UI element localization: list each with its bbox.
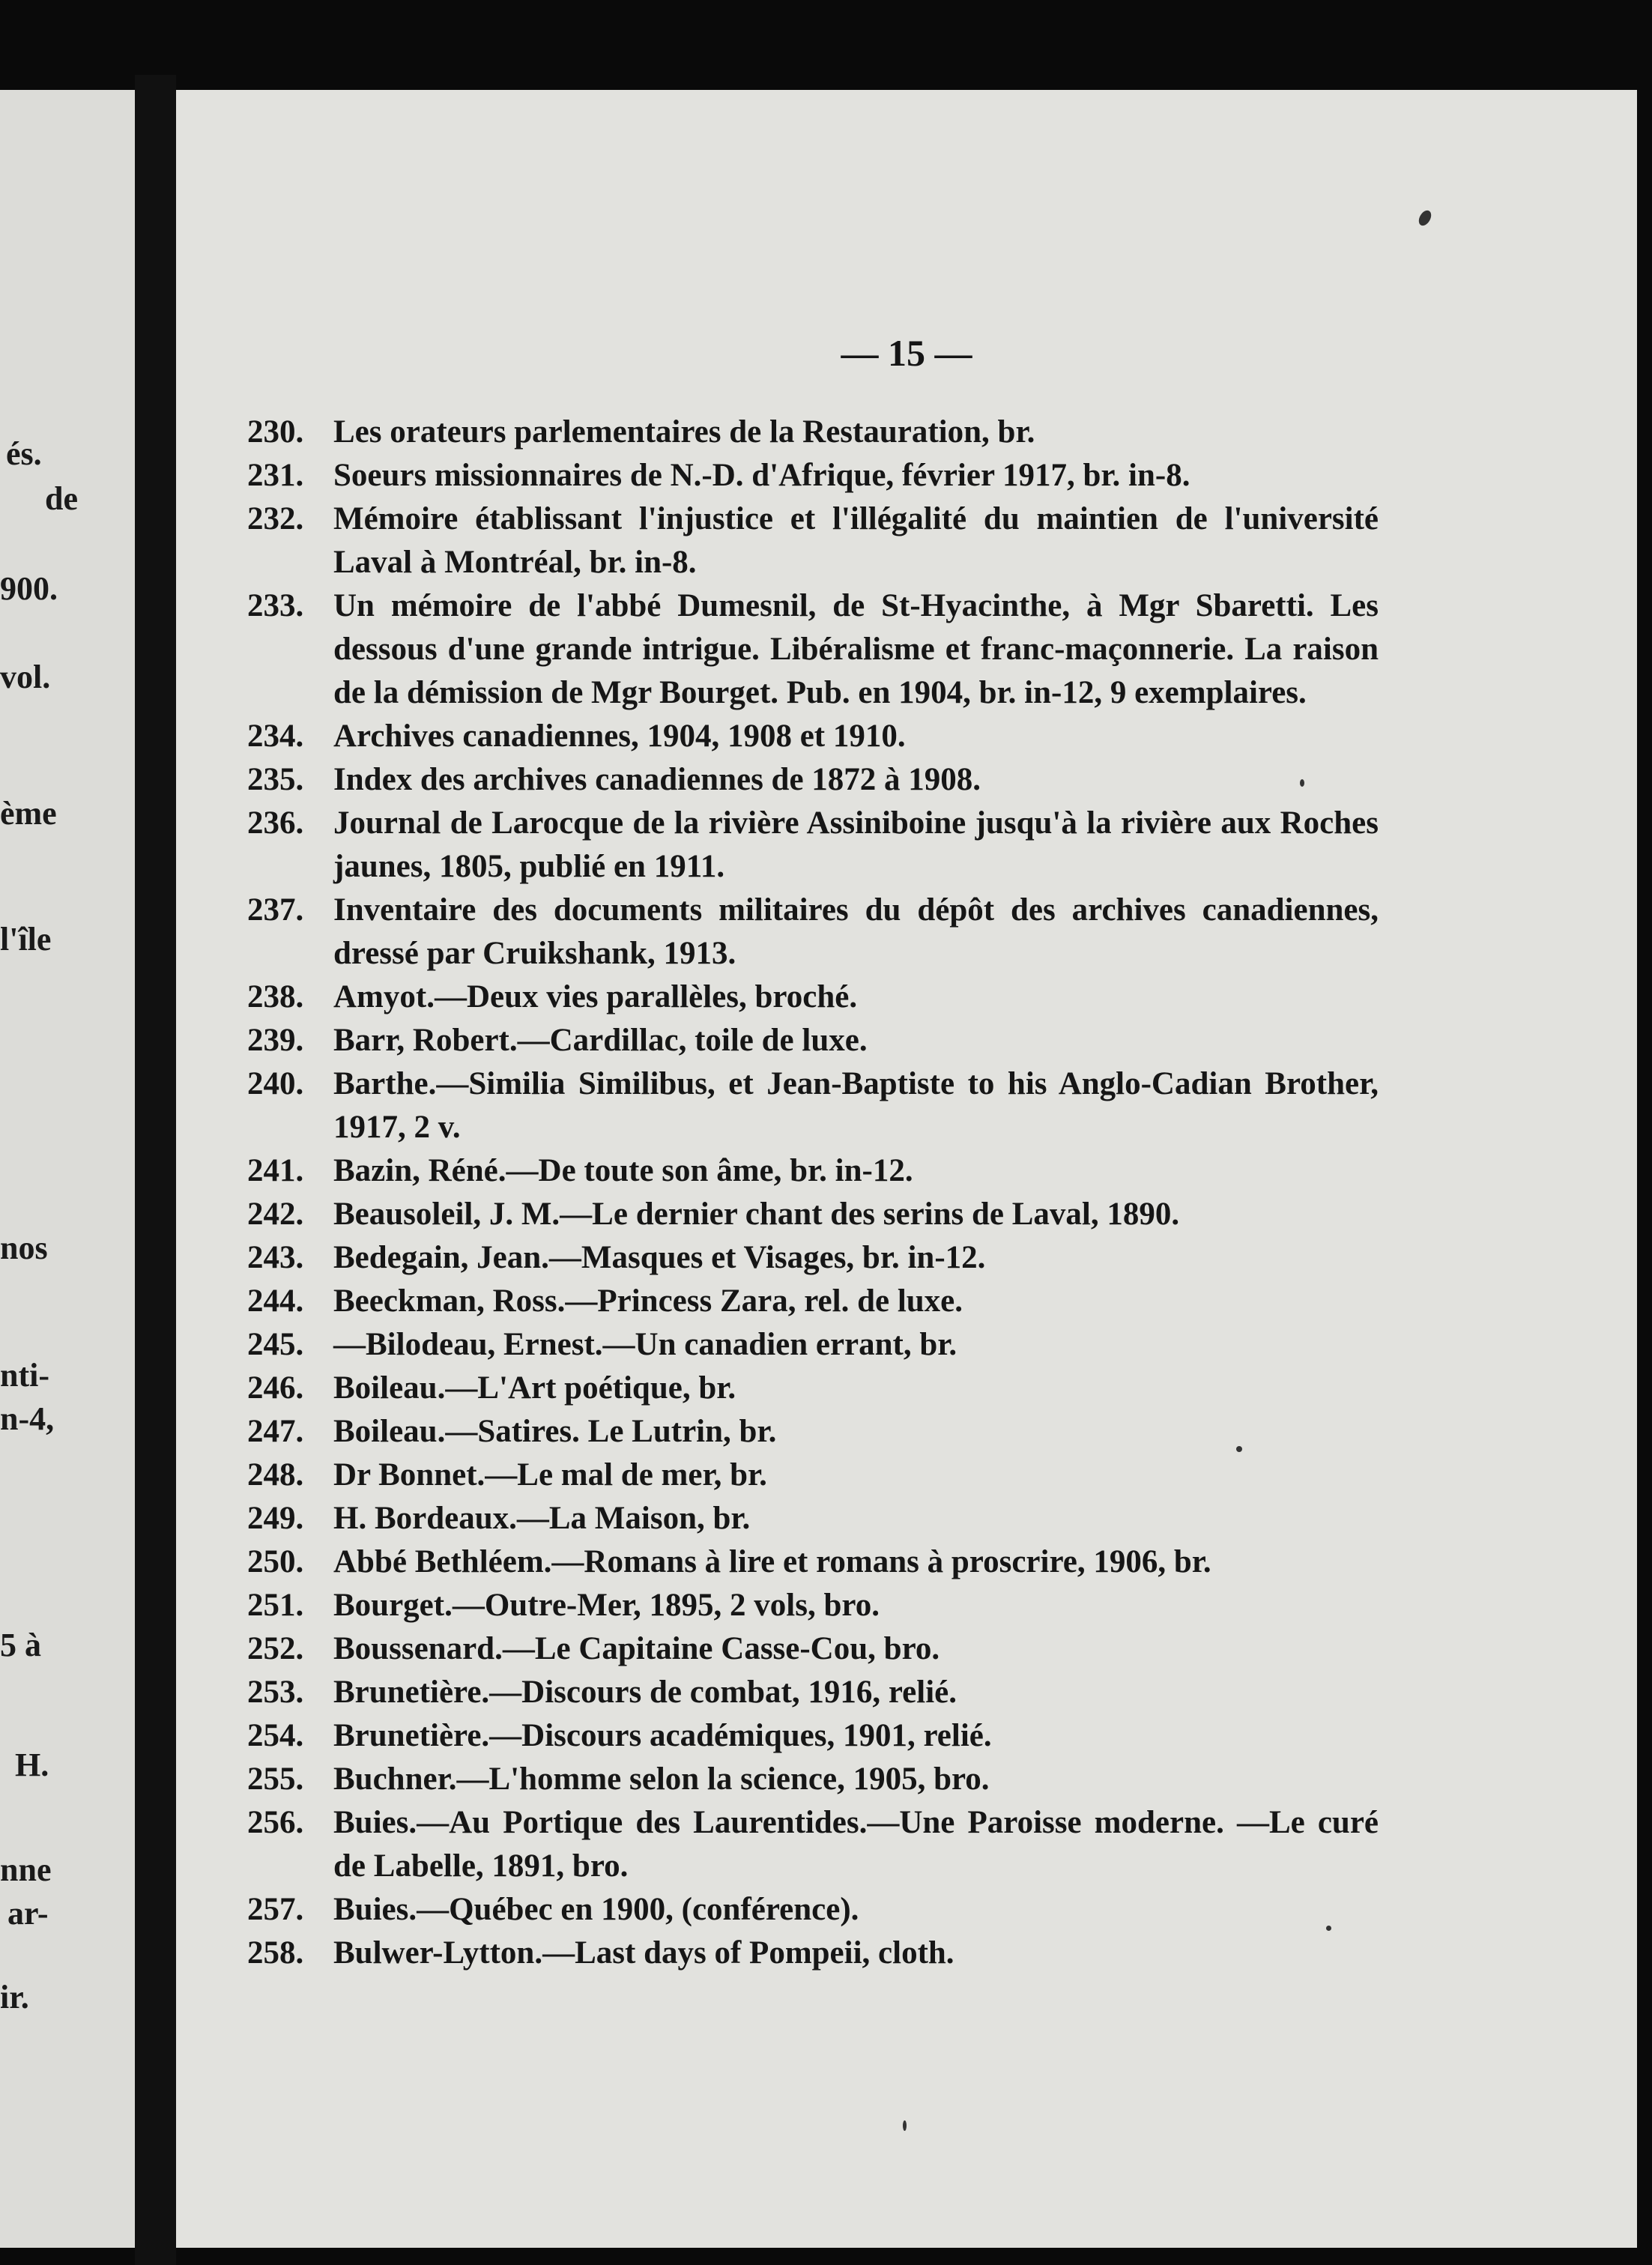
scan-speck	[1416, 208, 1433, 228]
entry-text: Journal de Larocque de la rivière Assiniboine jusqu'à la rivière aux Roches jaunes, 1805, publié en 1911.	[333, 805, 1379, 884]
scan-speck	[903, 2120, 907, 2131]
left-page-fragment: és.	[6, 435, 42, 472]
left-page-fragment: de	[45, 480, 78, 517]
entry-number: 239.	[247, 1023, 304, 1058]
entry-number: 249.	[247, 1501, 304, 1536]
catalog-entry	[247, 1932, 1379, 1975]
catalog-entry	[247, 1019, 1379, 1062]
entry-number: 242.	[247, 1197, 304, 1232]
left-page-fragment: nti-	[0, 1357, 49, 1394]
entry-number: 251.	[247, 1588, 304, 1623]
entry-text: Bazin, Réné.—De toute son âme, br. in-12.	[333, 1153, 913, 1188]
entry-number: 253.	[247, 1675, 304, 1710]
entry-text: Barr, Robert.—Cardillac, toile de luxe.	[333, 1023, 868, 1058]
catalog-entry	[247, 584, 1379, 715]
catalog-entry	[247, 976, 1379, 1019]
catalog-entry	[247, 498, 1379, 584]
entry-number: 233.	[247, 588, 304, 623]
entry-number: 256.	[247, 1805, 304, 1840]
catalog-entry	[247, 1062, 1379, 1149]
entry-text: Brunetière.—Discours de combat, 1916, relié.	[333, 1675, 957, 1710]
main-page	[176, 90, 1637, 2248]
entry-text: Buies.—Québec en 1900, (conférence).	[333, 1892, 859, 1927]
catalog-entry	[247, 1280, 1379, 1323]
catalog-entry	[247, 1671, 1379, 1714]
catalog-entry	[247, 1454, 1379, 1497]
entry-text: Beeckman, Ross.—Princess Zara, rel. de luxe.	[333, 1283, 963, 1319]
entry-text: Bedegain, Jean.—Masques et Visages, br. in-12.	[333, 1240, 986, 1275]
entry-text: Bourget.—Outre-Mer, 1895, 2 vols, bro.	[333, 1588, 880, 1623]
left-page-fragment: ème	[0, 795, 57, 832]
catalog-entry	[247, 1149, 1379, 1193]
catalog-entry	[247, 1497, 1379, 1540]
entry-number: 246.	[247, 1370, 304, 1406]
entry-text: Un mémoire de l'abbé Dumesnil, de St-Hyacinthe, à Mgr Sbaretti. Les dessous d'une grande intrigue. Libéralisme et franc-maçonnerie. La raison de la démission de Mgr Bourget. Pub. en 1904, br. in-12, 9 exemplaires.	[333, 588, 1379, 710]
catalog-entry	[247, 1758, 1379, 1801]
left-page-fragment: ar-	[7, 1895, 49, 1932]
left-page-fragment: 5 à	[0, 1627, 41, 1663]
catalog-entry	[247, 715, 1379, 758]
entry-text: Boussenard.—Le Capitaine Casse-Cou, bro.	[333, 1631, 940, 1666]
catalog-entry	[247, 1714, 1379, 1758]
catalog-entry	[247, 1323, 1379, 1367]
entry-number: 258.	[247, 1935, 304, 1971]
entry-number: 232.	[247, 501, 304, 536]
entry-number: 237.	[247, 892, 304, 928]
catalog-entry	[247, 1627, 1379, 1671]
entry-number: 248.	[247, 1457, 304, 1493]
catalog-entry	[247, 454, 1379, 498]
entry-number: 252.	[247, 1631, 304, 1666]
entry-number: 231.	[247, 458, 304, 493]
scan-speck	[1326, 1926, 1331, 1931]
catalog-entry	[247, 889, 1379, 976]
entry-text: Mémoire établissant l'injustice et l'illégalité du maintien de l'université Laval à Montréal, br. in-8.	[333, 501, 1379, 580]
entry-number: 236.	[247, 805, 304, 841]
scan-speck	[1300, 779, 1304, 787]
entry-text: Amyot.—Deux vies parallèles, broché.	[333, 979, 858, 1014]
entry-text: Index des archives canadiennes de 1872 à 1908.	[333, 762, 981, 797]
catalog-list	[247, 411, 1379, 1975]
catalog-entry	[247, 1888, 1379, 1932]
catalog-entry	[247, 1367, 1379, 1410]
entry-text: Brunetière.—Discours académiques, 1901, relié.	[333, 1718, 992, 1753]
entry-text: Buchner.—L'homme selon la science, 1905, bro.	[333, 1762, 990, 1797]
entry-number: 240.	[247, 1066, 304, 1101]
entry-number: 255.	[247, 1762, 304, 1797]
entry-number: 234.	[247, 719, 304, 754]
entry-text: Buies.—Au Portique des Laurentides.—Une Paroisse moderne. —Le curé de Labelle, 1891, bro.	[333, 1805, 1379, 1884]
entry-number: 243.	[247, 1240, 304, 1275]
left-page-fragment: nne	[0, 1851, 52, 1888]
left-page-fragment: n-4,	[0, 1400, 55, 1437]
entry-text: Archives canadiennes, 1904, 1908 et 1910.	[333, 719, 906, 754]
entry-number: 247.	[247, 1414, 304, 1449]
entry-text: Beausoleil, J. M.—Le dernier chant des serins de Laval, 1890.	[333, 1197, 1180, 1232]
catalog-entry	[247, 411, 1379, 454]
page-number: — 15 —	[841, 332, 972, 374]
entry-number: 235.	[247, 762, 304, 797]
entry-text: Boileau.—Satires. Le Lutrin, br.	[333, 1414, 777, 1449]
entry-text: Barthe.—Similia Similibus, et Jean-Baptiste to his Anglo-Cadian Brother, 1917, 2 v.	[333, 1066, 1379, 1145]
entry-number: 245.	[247, 1327, 304, 1362]
entry-text: H. Bordeaux.—La Maison, br.	[333, 1501, 751, 1536]
catalog-entry	[247, 802, 1379, 889]
entry-text: Boileau.—L'Art poétique, br.	[333, 1370, 736, 1406]
entry-number: 241.	[247, 1153, 304, 1188]
entry-text: Bulwer-Lytton.—Last days of Pompeii, cloth.	[333, 1935, 954, 1971]
entry-text: Soeurs missionnaires de N.-D. d'Afrique, février 1917, br. in-8.	[333, 458, 1190, 493]
catalog-entry	[247, 1410, 1379, 1454]
entry-text: —Bilodeau, Ernest.—Un canadien errant, br.	[333, 1327, 957, 1362]
entry-number: 257.	[247, 1892, 304, 1927]
entry-number: 230.	[247, 414, 304, 450]
entry-text: Les orateurs parlementaires de la Restauration, br.	[333, 414, 1035, 450]
entry-number: 254.	[247, 1718, 304, 1753]
left-page-fragment: H.	[15, 1747, 49, 1783]
catalog-entry	[247, 1584, 1379, 1627]
catalog-entry	[247, 1193, 1379, 1236]
entry-number: 238.	[247, 979, 304, 1014]
catalog-entry	[247, 1540, 1379, 1584]
left-page-fragment: nos	[0, 1230, 48, 1266]
left-page-fragment: ir.	[0, 1979, 29, 2015]
page-gutter-shadow	[135, 75, 176, 2265]
left-page-fragment: l'île	[0, 921, 52, 958]
left-page-fragment: vol.	[0, 659, 51, 695]
entry-number: 250.	[247, 1544, 304, 1579]
catalog-entry	[247, 1801, 1379, 1888]
entry-text: Dr Bonnet.—Le mal de mer, br.	[333, 1457, 767, 1493]
scan-speck	[1236, 1446, 1242, 1452]
catalog-entry	[247, 1236, 1379, 1280]
left-page-fragment: 900.	[0, 570, 58, 607]
entry-text: Inventaire des documents militaires du dépôt des archives canadiennes, dressé par Cruikshank, 1913.	[333, 892, 1379, 971]
entry-text: Abbé Bethléem.—Romans à lire et romans à proscrire, 1906, br.	[333, 1544, 1211, 1579]
catalog-entry	[247, 758, 1379, 802]
entry-number: 244.	[247, 1283, 304, 1319]
adjacent-left-page	[0, 90, 135, 2248]
